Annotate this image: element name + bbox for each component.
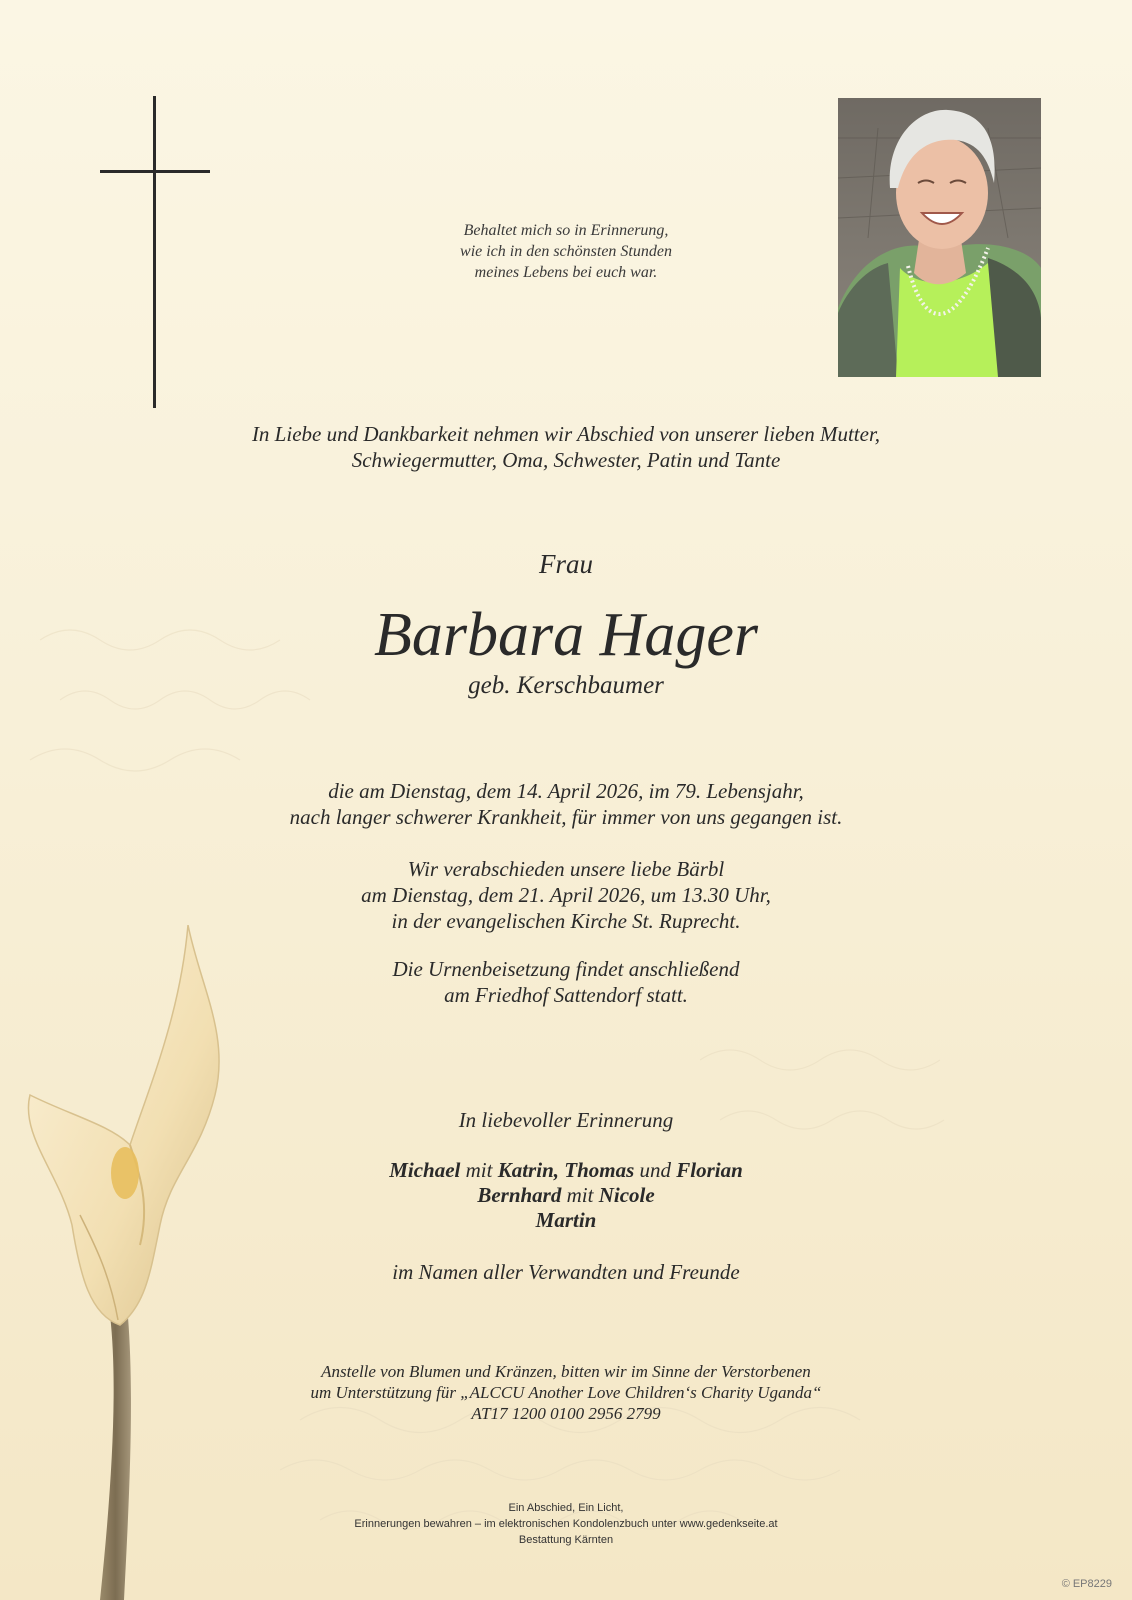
donation-notice [0,1361,1132,1424]
connector-word: und [639,1158,672,1182]
family-line-2 [0,1183,1132,1208]
footer-line: Erinnerungen bewahren – im elektronischen Kondolenzbuch unter www.gedenkseite.at [354,1518,778,1530]
family-names [0,1158,1132,1233]
family-line-1 [0,1158,1132,1183]
intro-text [0,421,1132,473]
death-line: die am Dienstag, dem 14. April 2026, im 79. Lebensjahr, [328,779,804,803]
memory-line: In liebevoller Erinnerung [458,1108,674,1132]
family-name: Thomas [564,1158,635,1182]
funeral-line: am Dienstag, dem 21. April 2026, um 13.30 Uhr, [361,883,771,907]
family-name: Michael [389,1158,461,1182]
motto-line: wie ich in den schönsten Stunden [460,243,672,260]
footer-line: Bestattung Kärnten [518,1534,614,1546]
intro-line: Schwiegermutter, Oma, Schwester, Patin und Tante [351,448,781,472]
death-line: nach langer schwerer Krankheit, für immer von uns gegangen ist. [289,805,843,829]
connector-word: mit [465,1158,493,1182]
intro-line: In Liebe und Dankbarkeit nehmen wir Abschied von unserer lieben Mutter, [251,422,881,446]
family-name: Bernhard [477,1183,562,1207]
deceased-name: Barbara Hager [373,601,759,669]
salutation: Frau [539,549,593,579]
urn-line: am Friedhof Sattendorf statt. [444,983,688,1007]
donation-iban: AT17 1200 0100 2956 2799 [471,1404,661,1423]
family-name: Martin [535,1208,597,1232]
funeral-info [0,856,1132,934]
family-line-3 [0,1208,1132,1233]
copyright-code: © EP8229 [1061,1578,1112,1590]
motto-text [0,220,1132,283]
donation-line: Anstelle von Blumen und Kränzen, bitten wir im Sinne der Verstorbenen [321,1362,811,1381]
motto-line: meines Lebens bei euch war. [474,264,658,281]
family-name: Nicole [598,1183,655,1207]
family-name: Katrin, [497,1158,559,1182]
footer-line: Ein Abschied, Ein Licht, [508,1502,624,1514]
death-notice [0,778,1132,830]
urn-line: Die Urnenbeisetzung findet anschließend [392,957,740,981]
motto-line: Behaltet mich so in Erinnerung, [463,222,669,239]
connector-word: mit [566,1183,594,1207]
cross-horizontal-bar [100,170,210,173]
urn-burial-info [0,956,1132,1008]
footer [0,1500,1132,1548]
family-name: Florian [676,1158,743,1182]
relatives-line: im Namen aller Verwandten und Freunde [392,1260,740,1284]
funeral-line: Wir verabschieden unsere liebe Bärbl [407,857,725,881]
birth-name: geb. Kerschbaumer [468,672,664,699]
donation-line: um Unterstützung für „ALCCU Another Love Children‘s Charity Uganda“ [310,1383,822,1402]
funeral-line: in der evangelischen Kirche St. Ruprecht. [391,909,741,933]
